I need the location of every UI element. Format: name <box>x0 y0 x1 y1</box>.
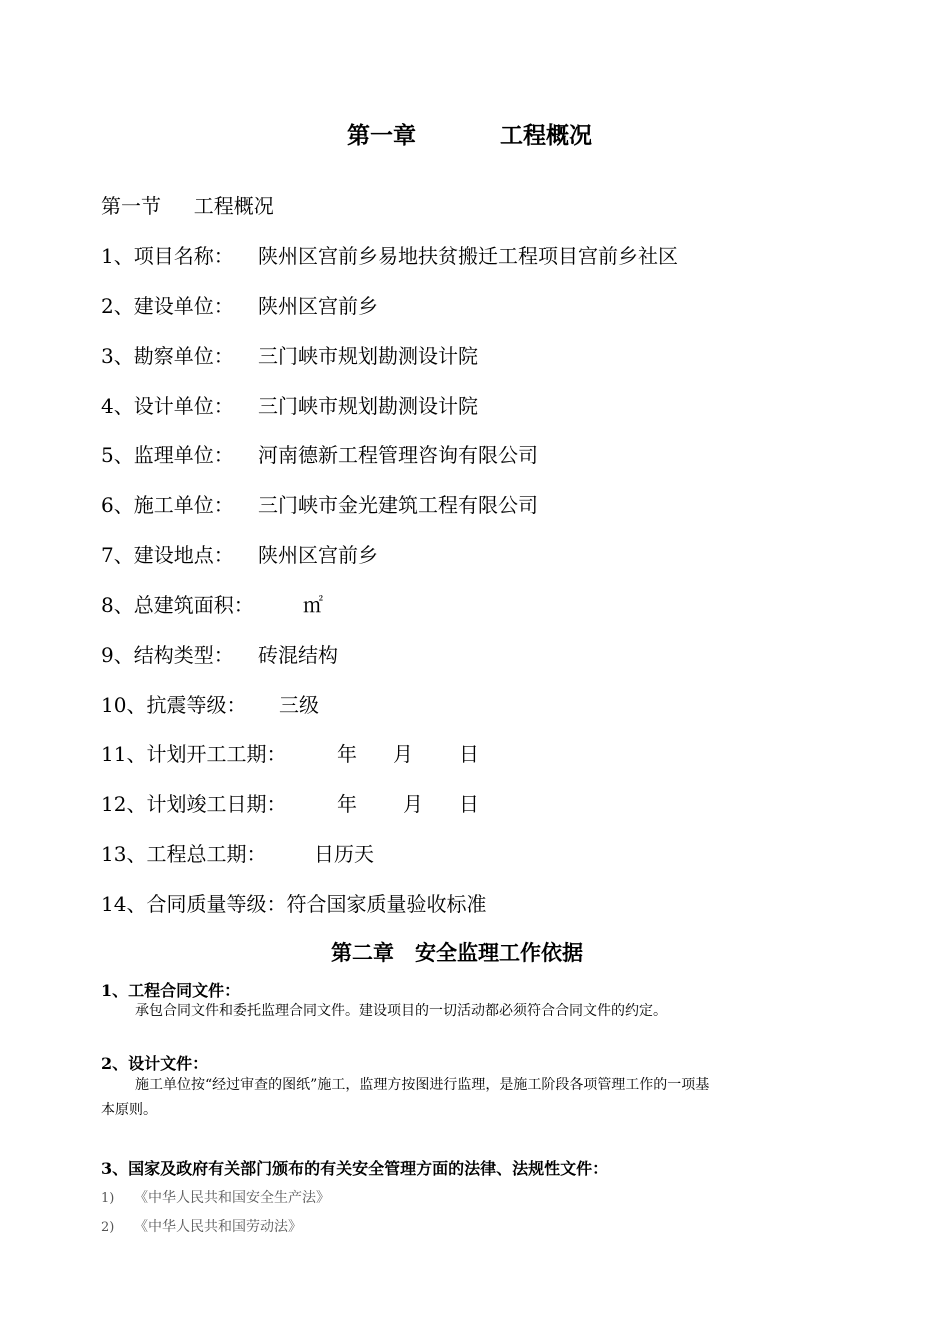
item-client: 2、建设单位： 陕州区宫前乡 <box>101 294 378 318</box>
item-planned-finish: 12、计划竣工日期： 年 月 日 <box>101 792 479 816</box>
item-seismic-grade: 10、抗震等级： 三级 <box>101 693 319 717</box>
contract-docs-heading: 1、工程合同文件： <box>101 981 241 1000</box>
contract-docs-text: 承包合同文件和委托监理合同文件。建设项目的一切活动都必须符合合同文件的约定。 <box>135 1003 667 1019</box>
item-planned-start: 11、计划开工工期： 年 月 日 <box>101 742 479 766</box>
item-structure-type: 9、结构类型： 砖混结构 <box>101 643 338 667</box>
chapter1-title-left: 第一章 <box>347 122 416 149</box>
section-label: 第一节 <box>101 194 161 218</box>
item-design-unit: 4、设计单位： 三门峡市规划勘测设计院 <box>101 394 478 418</box>
chapter1-title-right: 工程概况 <box>500 122 592 149</box>
item-supervisor-unit: 5、监理单位： 河南德新工程管理咨询有限公司 <box>101 443 538 467</box>
laws-heading: 3、国家及政府有关部门颁布的有关安全管理方面的法律、法规性文件： <box>101 1159 609 1178</box>
item-quality-grade: 14、合同质量等级：符合国家质量验收标准 <box>101 892 487 916</box>
design-docs-heading: 2、设计文件： <box>101 1054 209 1073</box>
item-total-duration: 13、工程总工期： 日历天 <box>101 842 374 866</box>
list-item: 1) 《中华人民共和国安全生产法》 <box>101 1190 330 1206</box>
item-project-name: 1、项目名称： 陕州区宫前乡易地扶贫搬迁工程项目宫前乡社区 <box>101 244 678 268</box>
item-total-area: 8、总建筑面积： ㎡ <box>101 593 323 617</box>
list-item: 2) 《中华人民共和国劳动法》 <box>101 1219 302 1235</box>
design-docs-text-line1: 施工单位按“经过审查的图纸”施工，监理方按图进行监理，是施工阶段各项管理工作的一项基 <box>135 1077 710 1093</box>
design-docs-text-line2: 本原则。 <box>101 1102 157 1118</box>
item-location: 7、建设地点： 陕州区宫前乡 <box>101 543 378 567</box>
chapter2-title: 第二章 安全监理工作依据 <box>331 940 583 965</box>
item-survey-unit: 3、勘察单位： 三门峡市规划勘测设计院 <box>101 344 478 368</box>
section-heading <box>101 190 274 219</box>
section-title: 工程概况 <box>193 194 274 218</box>
item-construction-unit: 6、施工单位： 三门峡市金光建筑工程有限公司 <box>101 493 538 517</box>
